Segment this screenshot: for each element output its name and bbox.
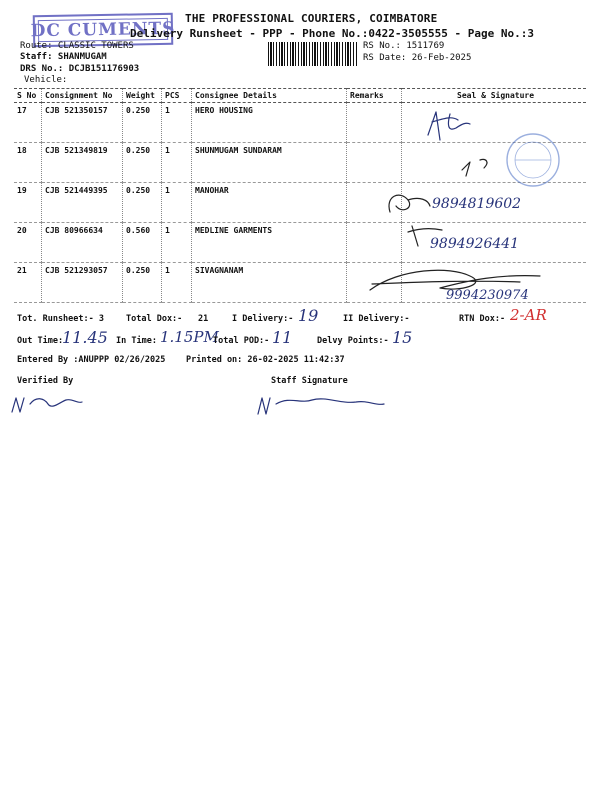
row-consignee: HERO HOUSING (192, 103, 347, 143)
col-consignment: Consignment No (42, 89, 123, 103)
row-sno: 18 (14, 143, 42, 183)
row-pcs: 1 (162, 263, 192, 303)
delvy-points-label: Delvy Points:- (317, 336, 389, 346)
verified-signature (12, 398, 82, 412)
row-weight: 0.250 (123, 103, 162, 143)
rs-number: RS No.: 1511769 (363, 41, 445, 51)
verified-by-label: Verified By (17, 376, 74, 386)
handwritten-phone-row-21: 9994230974 (446, 288, 529, 303)
row-consignee: SIVAGNANAM (192, 263, 347, 303)
row-consignee: SHUNMUGAM SUNDARAM (192, 143, 347, 183)
col-pcs: PCS (162, 89, 192, 103)
row-consignment: CJB 521350157 (42, 103, 123, 143)
row-consignment: CJB 521349819 (42, 143, 123, 183)
out-time-label: Out Time: (17, 336, 64, 346)
signature-row-19 (389, 195, 430, 212)
entered-by: Entered By :ANUPPP 02/26/2025 (17, 355, 166, 365)
rs-date: RS Date: 26-Feb-2025 (363, 53, 472, 63)
tot-runsheet: Tot. Runsheet:- 3 (17, 314, 104, 324)
total-dox-label: Total Dox:- (126, 314, 183, 324)
out-time-hand: 11.45 (62, 328, 108, 347)
i-delivery-label: I Delivery:- (232, 314, 294, 324)
vehicle-text: Vehicle: (24, 75, 68, 85)
row-weight: 0.250 (123, 143, 162, 183)
route-text: Route: CLASSIC TOWERS (20, 41, 134, 51)
total-pod-hand: 11 (272, 328, 293, 347)
in-time-label: In Time: (116, 336, 157, 346)
row-pcs: 1 (162, 223, 192, 263)
staff-signature-label: Staff Signature (271, 376, 348, 386)
row-sno: 17 (14, 103, 42, 143)
row-sno: 20 (14, 223, 42, 263)
row-sno: 21 (14, 263, 42, 303)
delvy-points-hand: 15 (392, 328, 413, 347)
row-sno: 19 (14, 183, 42, 223)
row-pcs: 1 (162, 183, 192, 223)
drs-number: DRS No.: DCJB151176903 (20, 64, 140, 74)
row-consignee: MEDLINE GARMENTS (192, 223, 347, 263)
row-consignment: CJB 521293057 (42, 263, 123, 303)
row-pcs: 1 (162, 103, 192, 143)
total-pod-label: Total POD:- (213, 336, 270, 346)
row-consignment: CJB 80966634 (42, 223, 123, 263)
company-title: THE PROFESSIONAL COURIERS, COIMBATORE (185, 12, 438, 25)
in-time-hand: 1.15PM (160, 328, 219, 346)
rtn-dox-label: RTN Dox:- (459, 314, 506, 324)
handwritten-phone-row-20: 9894926441 (430, 236, 520, 252)
col-weight: Weight (123, 89, 162, 103)
i-delivery-hand: 19 (298, 306, 319, 325)
col-signature: Seal & Signature (402, 89, 587, 103)
row-weight: 0.560 (123, 223, 162, 263)
ii-delivery-label: II Delivery:- (343, 314, 410, 324)
col-sno: S No (14, 89, 42, 103)
col-consignee: Consignee Details (192, 89, 347, 103)
delivery-seal (507, 134, 559, 186)
row-consignment: CJB 521449395 (42, 183, 123, 223)
row-weight: 0.250 (123, 183, 162, 223)
signature-row-18 (462, 159, 487, 176)
printed-on: Printed on: 26-02-2025 11:42:37 (186, 355, 345, 365)
row-pcs: 1 (162, 143, 192, 183)
total-dox-value: 21 (198, 314, 209, 324)
col-remarks: Remarks (347, 89, 402, 103)
handwritten-phone-row-19: 9894819602 (432, 196, 522, 212)
runsheet-subtitle: Delivery Runsheet - PPP - Phone No.:0422-3505555 - Page No.:3 (130, 27, 534, 40)
row-weight: 0.250 (123, 263, 162, 303)
staff-text: Staff: SHANMUGAM (20, 52, 107, 62)
rtn-dox-hand: 2-AR (510, 306, 547, 324)
stamp-text: DC CUMENTS (30, 18, 176, 42)
staff-signature-mark (258, 398, 384, 414)
signature-row-17 (428, 112, 470, 140)
row-consignee: MANOHAR (192, 183, 347, 223)
